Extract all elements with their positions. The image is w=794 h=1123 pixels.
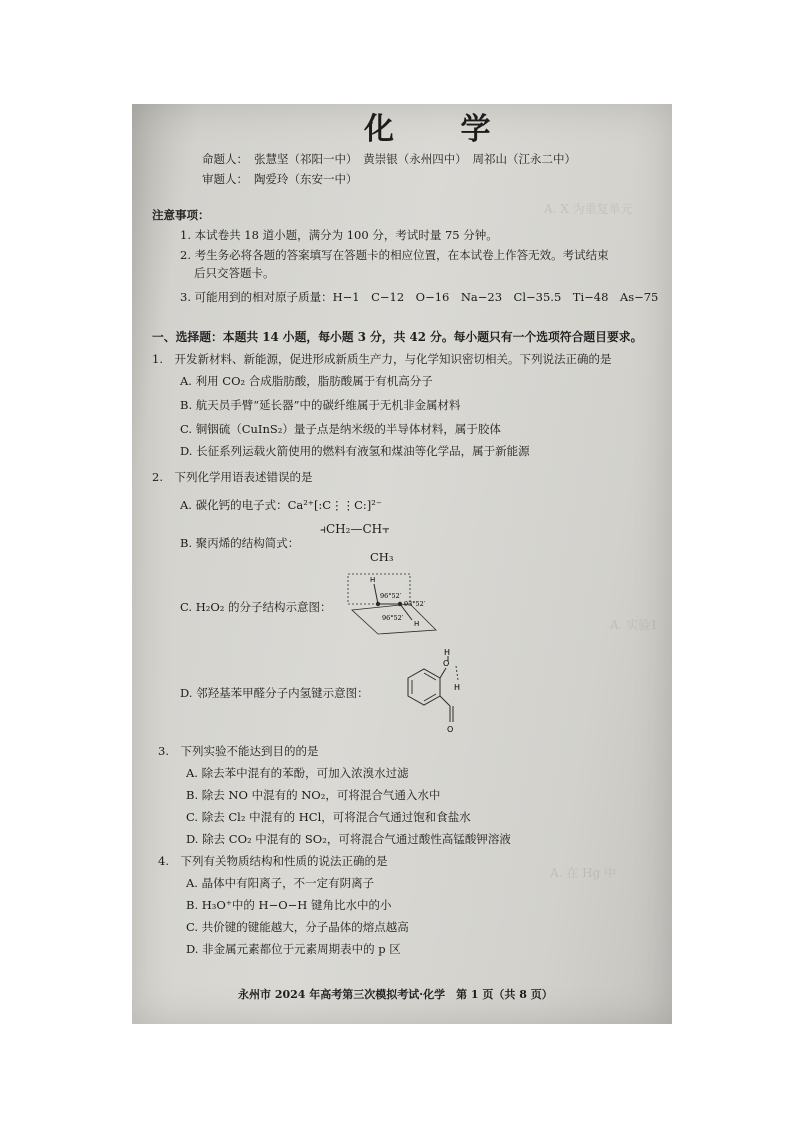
q4-stem: 4. 下列有关物质结构和性质的说法正确的是 [158, 854, 388, 868]
bleed-through: A. X 为重复单元 [544, 202, 633, 216]
q2-option-b: B. 聚丙烯的结构简式： [180, 536, 300, 550]
note-item: 后只交答题卡。 [194, 266, 275, 280]
q3-stem: 3. 下列实验不能达到目的的是 [158, 744, 319, 758]
svg-text:O: O [443, 659, 450, 668]
h2o2-structure-diagram [340, 570, 450, 634]
page-title: 化 学 [364, 112, 519, 147]
bleed-through: A. 实验1 [610, 618, 658, 632]
q3-option-c: C. 除去 Cl₂ 中混有的 HCl，可将混合气通过饱和食盐水 [186, 810, 471, 824]
bleed-through: A. 在 Hg 中 [550, 866, 617, 880]
q4-option-d: D. 非金属元素都位于元素周期表中的 p 区 [186, 942, 401, 956]
svg-text:H: H [444, 648, 451, 657]
q4-option-c: C. 共价键的键能越大，分子晶体的熔点越高 [186, 920, 409, 934]
svg-text:O: O [447, 725, 454, 734]
salicylaldehyde-hbond-diagram [388, 648, 468, 738]
q3-option-a: A. 除去苯中混有的苯酚，可加入浓溴水过滤 [186, 766, 409, 780]
note-item: 1. 本试卷共 18 道小题，满分为 100 分，考试时量 75 分钟。 [180, 228, 498, 242]
svg-text:H: H [454, 683, 461, 692]
q1-option-d: D. 长征系列运载火箭使用的燃料有液氢和煤油等化学品，属于新能源 [180, 444, 530, 458]
q3-option-b: B. 除去 NO 中混有的 NO₂，可将混合气通入水中 [186, 788, 441, 802]
svg-text:H: H [414, 620, 420, 628]
q2-stem: 2. 下列化学用语表述错误的是 [152, 470, 313, 484]
q2-option-a: A. 碳化钙的电子式：Ca²⁺[:C⋮⋮C:]²⁻ [180, 498, 382, 512]
angle-label: 96°52′ [380, 592, 402, 600]
reviewer-names: 陶爱玲（东安一中） [254, 172, 358, 186]
polypropylene-ch3: CH₃ [370, 550, 394, 564]
exam-page-photo [132, 104, 672, 1024]
angle-label: 93°52′ [404, 600, 426, 608]
q2-option-d: D. 邻羟基苯甲醛分子内氢键示意图： [180, 686, 369, 700]
note-item: 3. 可能用到的相对原子质量：H−1 C−12 O−16 Na−23 Cl−35.5 Ti−48 As−75 [180, 290, 659, 304]
author-label: 命题人： [202, 152, 248, 166]
q1-option-a: A. 利用 CO₂ 合成脂肪酸，脂肪酸属于有机高分子 [180, 374, 433, 388]
q1-option-b: B. 航天员手臂“延长器”中的碳纤维属于无机非金属材料 [180, 398, 461, 412]
reviewer-label: 审题人： [202, 172, 248, 186]
author-names: 张慧坚（祁阳一中） 黄崇银（永州四中） 周祁山（江永二中） [254, 152, 576, 166]
angle-label: 96°52′ [382, 614, 404, 622]
q1-option-c: C. 铜铟硫（CuInS₂）量子点是纳米级的半导体材料，属于胶体 [180, 422, 501, 436]
q2-option-c: C. H₂O₂ 的分子结构示意图： [180, 600, 332, 614]
q1-stem: 1. 开发新材料、新能源，促进形成新质生产力，与化学知识密切相关。下列说法正确的是 [152, 352, 612, 366]
page-footer: 永州市 2024 年高考第三次模拟考试·化学 第 1 页（共 8 页） [238, 988, 553, 1001]
section-heading: 一、选择题：本题共 14 小题，每小题 3 分，共 42 分。每小题只有一个选项符合题目要求。 [152, 330, 643, 344]
q4-option-b: B. H₃O⁺中的 H−O−H 键角比水中的小 [186, 898, 392, 912]
q3-option-d: D. 除去 CO₂ 中混有的 SO₂，可将混合气通过酸性高锰酸钾溶液 [186, 832, 511, 846]
polypropylene-formula: ⫞CH₂—CH⫟ [320, 522, 390, 536]
note-item: 2. 考生务必将各题的答案填写在答题卡的相应位置，在本试卷上作答无效。考试结束 [180, 248, 609, 262]
q4-option-a: A. 晶体中有阳离子，不一定有阴离子 [186, 876, 375, 890]
notes-heading: 注意事项： [152, 208, 210, 222]
svg-text:H: H [370, 576, 376, 584]
